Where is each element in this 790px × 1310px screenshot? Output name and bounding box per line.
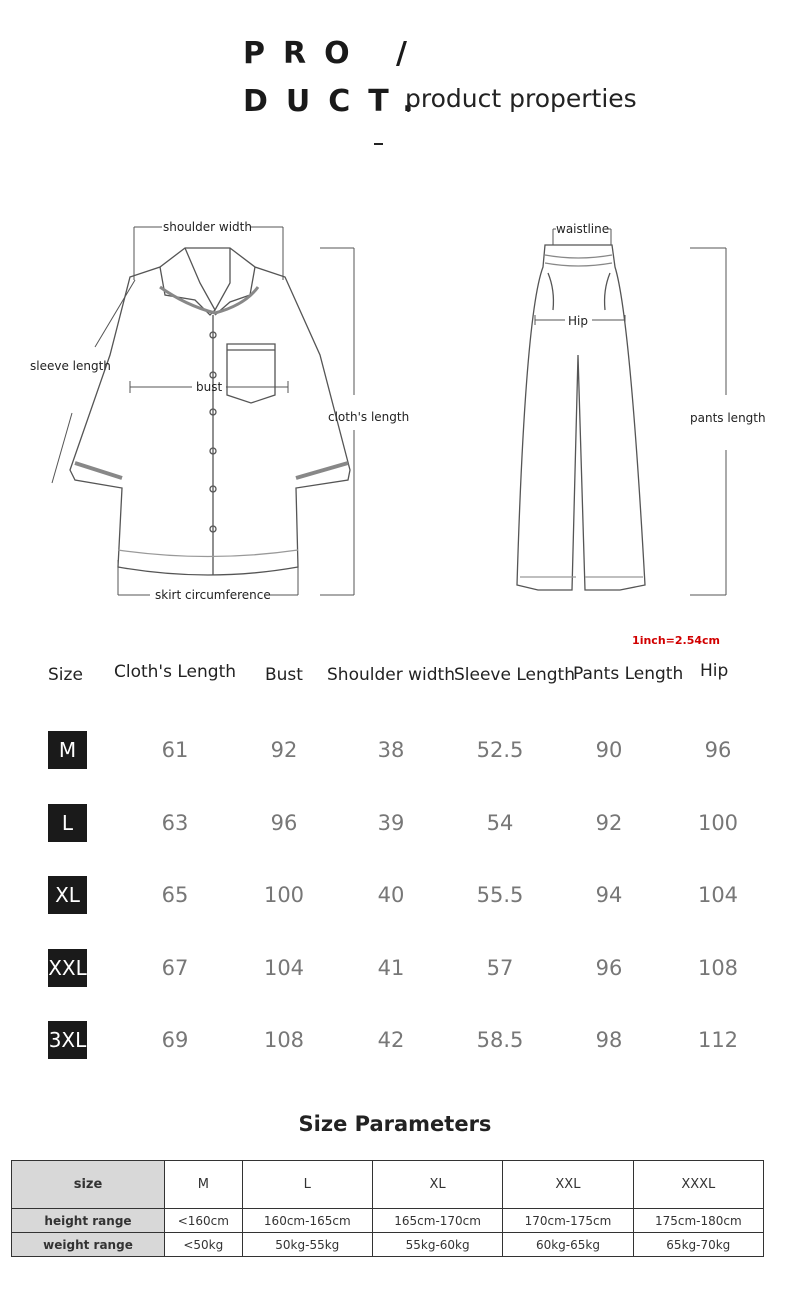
shirt-illustration <box>70 248 350 575</box>
garment-diagram <box>0 205 790 625</box>
pants-length-value: 94 <box>595 883 623 907</box>
label-hip: Hip <box>568 314 588 328</box>
header-hip: Hip <box>700 661 729 681</box>
pants-illustration <box>517 245 645 590</box>
header-shoulder-width: Shoulder width <box>327 665 455 685</box>
cloth-length-value: 65 <box>161 883 189 907</box>
shoulder-width-value: 40 <box>377 883 405 907</box>
size-badge: L <box>48 804 87 842</box>
label-sleeve-length: sleeve length <box>30 359 111 373</box>
header-size: Size <box>48 665 83 685</box>
header-title-line1: PRO / <box>243 36 425 71</box>
label-skirt-circumference: skirt circumference <box>155 588 271 602</box>
sleeve-length-value: 58.5 <box>476 1028 524 1052</box>
cloth-length-value: 67 <box>161 956 189 980</box>
height-cell: <160cm <box>165 1209 243 1233</box>
header-bust: Bust <box>265 665 303 685</box>
row-label-height: height range <box>12 1209 165 1233</box>
pants-length-value: 96 <box>595 956 623 980</box>
height-cell: 170cm-175cm <box>503 1209 633 1233</box>
size-parameters-table <box>11 1160 764 1257</box>
pants-length-value: 92 <box>595 811 623 835</box>
hip-value: 96 <box>704 738 732 762</box>
label-waistline: waistline <box>556 222 610 236</box>
shoulder-width-value: 38 <box>377 738 405 762</box>
size-cell: XXL <box>503 1161 633 1209</box>
pants-length-value: 90 <box>595 738 623 762</box>
label-cloth-length: cloth's length <box>328 410 410 424</box>
bust-value: 108 <box>263 1028 305 1052</box>
label-bust: bust <box>196 380 223 394</box>
size-cell: L <box>242 1161 372 1209</box>
row-label-size: size <box>12 1161 165 1209</box>
inch-conversion-note: 1inch=2.54cm <box>632 634 720 647</box>
sleeve-length-value: 55.5 <box>476 883 524 907</box>
size-row <box>0 804 790 844</box>
size-row <box>0 949 790 989</box>
row-label-weight: weight range <box>12 1233 165 1257</box>
shoulder-width-value: 42 <box>377 1028 405 1052</box>
height-cell: 160cm-165cm <box>242 1209 372 1233</box>
size-row <box>0 876 790 916</box>
header-dash <box>374 143 383 145</box>
size-badge: M <box>48 731 87 769</box>
size-row <box>0 1021 790 1061</box>
shoulder-width-value: 39 <box>377 811 405 835</box>
weight-cell: 65kg-70kg <box>633 1233 763 1257</box>
size-badge: XL <box>48 876 87 914</box>
cloth-length-value: 61 <box>161 738 189 762</box>
bust-value: 100 <box>263 883 305 907</box>
table-row <box>12 1209 764 1233</box>
height-cell: 175cm-180cm <box>633 1209 763 1233</box>
cloth-length-value: 69 <box>161 1028 189 1052</box>
weight-cell: 50kg-55kg <box>242 1233 372 1257</box>
bust-value: 104 <box>263 956 305 980</box>
size-parameters-title: Size Parameters <box>298 1112 492 1136</box>
size-row <box>0 731 790 771</box>
weight-cell: 60kg-65kg <box>503 1233 633 1257</box>
size-badge: XXL <box>48 949 87 987</box>
bust-value: 96 <box>270 811 298 835</box>
size-cell: XXXL <box>633 1161 763 1209</box>
header-pants-length: Pants Length <box>573 664 684 684</box>
size-badge: 3XL <box>48 1021 87 1059</box>
height-cell: 165cm-170cm <box>372 1209 502 1233</box>
header-sleeve-length: Sleeve Length <box>454 665 575 685</box>
header-subtitle: product properties <box>405 84 637 113</box>
pants-length-value: 98 <box>595 1028 623 1052</box>
hip-value: 100 <box>697 811 739 835</box>
shirt-measure-lines <box>52 227 354 595</box>
label-pants-length: pants length <box>690 411 766 425</box>
header-cloth-length: Cloth's Length <box>114 662 237 682</box>
hip-value: 112 <box>697 1028 739 1052</box>
hip-value: 104 <box>697 883 739 907</box>
cloth-length-value: 63 <box>161 811 189 835</box>
sleeve-length-value: 52.5 <box>476 738 524 762</box>
weight-cell: <50kg <box>165 1233 243 1257</box>
table-row <box>12 1233 764 1257</box>
size-cell: M <box>165 1161 243 1209</box>
sleeve-length-value: 57 <box>486 956 514 980</box>
bust-value: 92 <box>270 738 298 762</box>
hip-value: 108 <box>697 956 739 980</box>
weight-cell: 55kg-60kg <box>372 1233 502 1257</box>
shoulder-width-value: 41 <box>377 956 405 980</box>
size-cell: XL <box>372 1161 502 1209</box>
header-title-line2: DUCT. <box>243 84 432 119</box>
table-row <box>12 1161 764 1209</box>
label-shoulder-width: shoulder width <box>163 220 252 234</box>
sleeve-length-value: 54 <box>486 811 514 835</box>
